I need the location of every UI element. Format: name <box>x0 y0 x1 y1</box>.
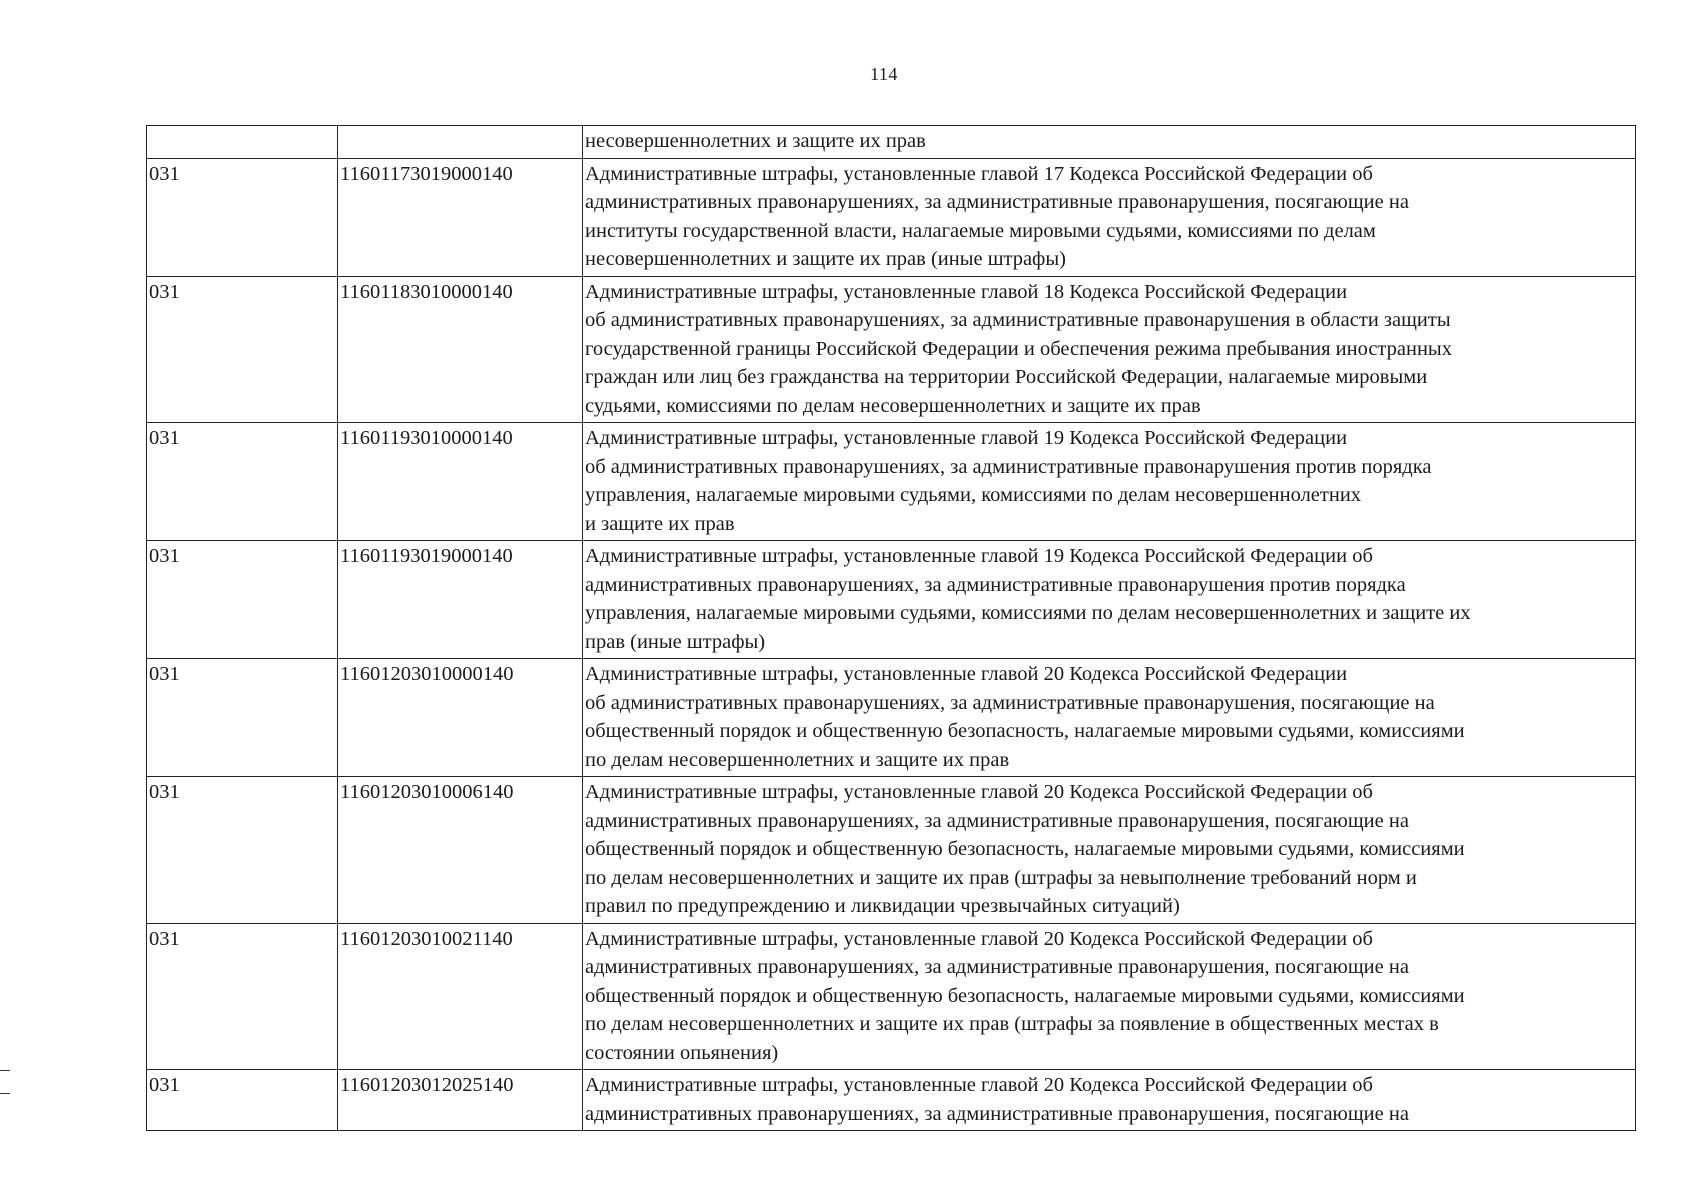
description-line: об административных правонарушениях, за административные правонарушения, посягающие на <box>585 691 1435 714</box>
description-line: несовершеннолетних и защите их прав (иные штрафы) <box>585 248 1066 270</box>
description-cell <box>583 423 1636 541</box>
description-line: Административные штрафы, установленные главой 18 Кодекса Российской Федерации <box>585 280 1348 303</box>
table-body <box>147 126 1636 1131</box>
description-line: Административные штрафы, установленные главой 20 Кодекса Российской Федерации об <box>585 927 1373 950</box>
admin-code-cell: 031 <box>147 1070 338 1131</box>
budget-classification-code-cell: 11601203010021140 <box>338 923 583 1070</box>
description-line: несовершеннолетних и защите их прав <box>585 130 926 152</box>
admin-code-cell: 031 <box>147 541 338 659</box>
description-line: об административных правонарушениях, за административные правонарушения против порядка <box>585 455 1432 478</box>
description-cell <box>583 126 1636 159</box>
description-line: административных правонарушениях, за административные правонарушения против порядка <box>585 573 1406 596</box>
table-row <box>147 276 1636 423</box>
budget-classification-code-cell: 11601203010000140 <box>338 659 583 777</box>
description-line: управления, налагаемые мировыми судьями, комиссиями по делам несовершеннолетних <box>585 484 1362 506</box>
description-line: общественный порядок и общественную безопасность, налагаемые мировыми судьями, комиссиями <box>585 720 1465 742</box>
budget-codes-table <box>146 125 1636 1131</box>
table-row <box>147 158 1636 276</box>
description-line: правил по предупреждению и ликвидации чрезвычайных ситуаций) <box>585 895 1180 917</box>
description-cell <box>583 276 1636 423</box>
table-row <box>147 777 1636 924</box>
description-line: административных правонарушениях, за административные правонарушения, посягающие на <box>585 191 1409 213</box>
admin-code-cell: 031 <box>147 659 338 777</box>
description-line: общественный порядок и общественную безопасность, налагаемые мировыми судьями, комиссиями <box>585 838 1465 860</box>
description-line: Административные штрафы, установленные главой 20 Кодекса Российской Федерации об <box>585 781 1373 803</box>
description-line: административных правонарушениях, за административные правонарушения, посягающие на <box>585 1102 1409 1125</box>
table-row <box>147 1070 1636 1131</box>
admin-code-cell: 031 <box>147 158 338 276</box>
description-line: Административные штрафы, установленные главой 17 Кодекса Российской Федерации об <box>585 162 1373 185</box>
table-row <box>147 126 1636 159</box>
description-line: Административные штрафы, установленные главой 19 Кодекса Российской Федерации <box>585 427 1348 449</box>
description-line: общественный порядок и общественную безопасность, налагаемые мировыми судьями, комиссиями <box>585 984 1465 1007</box>
table-row <box>147 423 1636 541</box>
budget-classification-code-cell: 11601183010000140 <box>338 276 583 423</box>
description-line: по делам несовершеннолетних и защите их прав (штрафы за появление в общественных местах в <box>585 1013 1439 1035</box>
description-cell <box>583 777 1636 924</box>
description-cell <box>583 158 1636 276</box>
description-line: состоянии опьянения) <box>585 1041 779 1064</box>
description-line: управления, налагаемые мировыми судьями, комиссиями по делам несовершеннолетних и защите их <box>585 602 1471 624</box>
description-line: по делам несовершеннолетних и защите их прав (штрафы за невыполнение требований норм и <box>585 866 1417 889</box>
description-line: Административные штрафы, установленные главой 19 Кодекса Российской Федерации об <box>585 545 1373 567</box>
description-cell <box>583 923 1636 1070</box>
admin-code-cell: 031 <box>147 923 338 1070</box>
description-cell <box>583 659 1636 777</box>
description-line: административных правонарушениях, за административные правонарушения, посягающие на <box>585 956 1409 978</box>
budget-classification-code-cell: 11601193010000140 <box>338 423 583 541</box>
table-row <box>147 923 1636 1070</box>
scan-margin-marks <box>0 1070 10 1116</box>
description-line: административных правонарушениях, за административные правонарушения, посягающие на <box>585 809 1409 832</box>
admin-code-cell: 031 <box>147 777 338 924</box>
budget-classification-code-cell: 11601173019000140 <box>338 158 583 276</box>
description-line: судьями, комиссиями по делам несовершеннолетних и защите их прав <box>585 394 1201 417</box>
table-row <box>147 659 1636 777</box>
description-line: институты государственной власти, налагаемые мировыми судьями, комиссиями по делам <box>585 219 1376 242</box>
budget-classification-code-cell <box>338 126 583 159</box>
description-line: граждан или лиц без гражданства на территории Российской Федерации, налагаемые мировыми <box>585 366 1428 388</box>
page-number: 114 <box>870 64 898 84</box>
description-line: Административные штрафы, установленные главой 20 Кодекса Российской Федерации об <box>585 1074 1373 1096</box>
budget-classification-code-cell: 11601203012025140 <box>338 1070 583 1131</box>
admin-code-cell: 031 <box>147 276 338 423</box>
scan-margin-mark <box>0 1070 10 1071</box>
description-line: государственной границы Российской Федерации и обеспечения режима пребывания иностранных <box>585 337 1452 360</box>
admin-code-cell <box>147 126 338 159</box>
description-line: прав (иные штрафы) <box>585 630 766 653</box>
description-line: и защите их прав <box>585 512 735 535</box>
admin-code-cell: 031 <box>147 423 338 541</box>
table-row <box>147 541 1636 659</box>
budget-classification-code-cell: 11601203010006140 <box>338 777 583 924</box>
description-line: по делам несовершеннолетних и защите их прав <box>585 748 1010 771</box>
description-line: об административных правонарушениях, за административные правонарушения в области защиты <box>585 309 1451 331</box>
description-line: Административные штрафы, установленные главой 20 Кодекса Российской Федерации <box>585 663 1348 685</box>
description-cell <box>583 541 1636 659</box>
description-cell <box>583 1070 1636 1131</box>
budget-classification-code-cell: 11601193019000140 <box>338 541 583 659</box>
scan-margin-mark <box>0 1093 10 1094</box>
